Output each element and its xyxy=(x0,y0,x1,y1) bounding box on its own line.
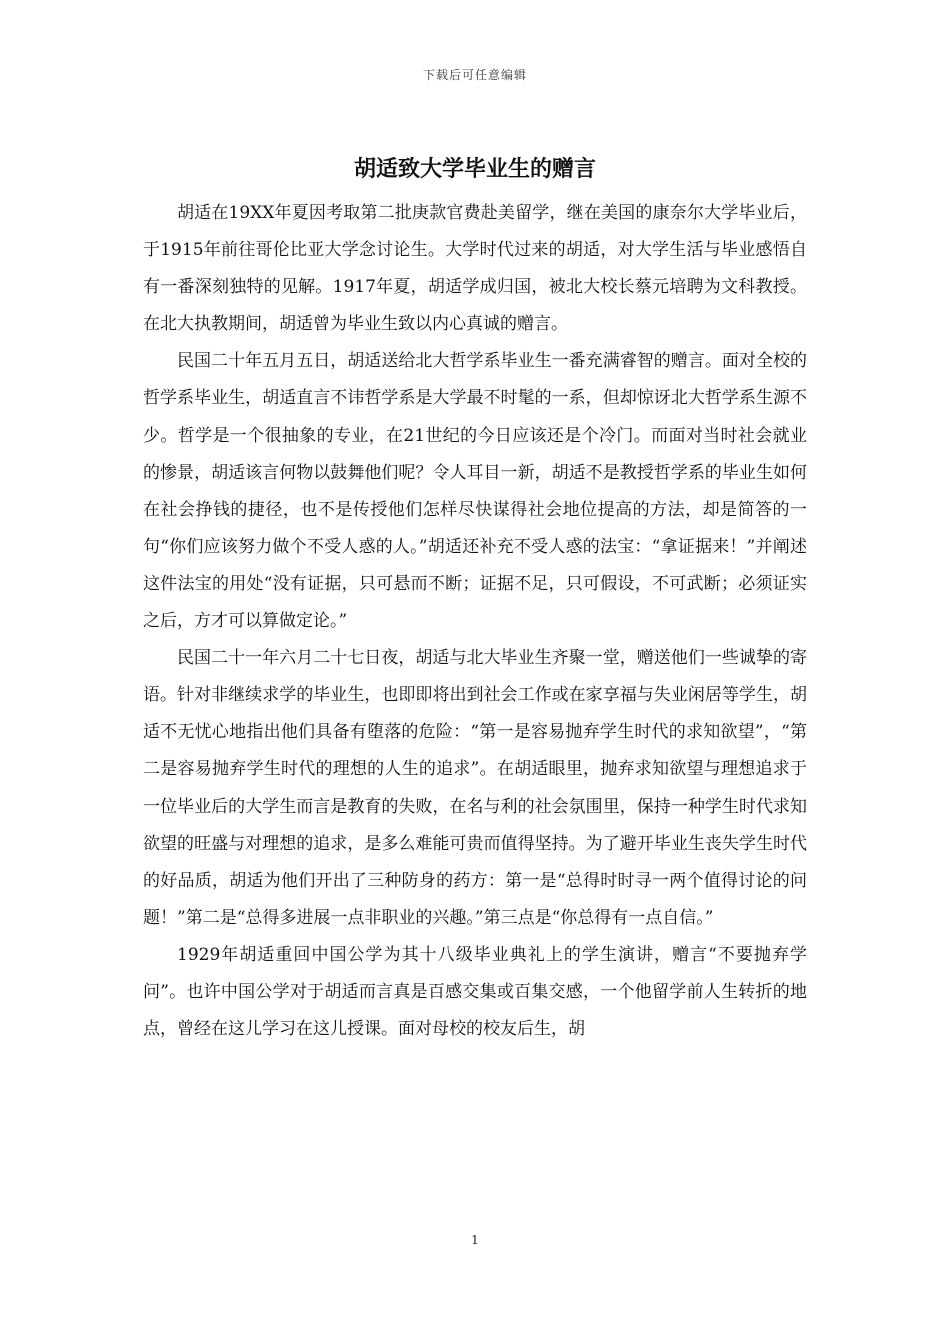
document-title: 胡适致大学毕业生的赠言 xyxy=(353,157,596,182)
page-number: 1 xyxy=(471,1233,479,1247)
document-body xyxy=(143,195,807,1048)
body-paragraph: 1929年胡适重回中国公学为其十八级毕业典礼上的学生演讲，赠言“不要抛弃学问”。也许中国公学对于胡适而言真是百感交集或百集交感，一个他留学前人生转折的地点，曾经在这儿学习在这儿授课。面对母校的校友后生，胡 xyxy=(143,944,807,1040)
body-paragraph: 民国二十年五月五日，胡适送给北大哲学系毕业生一番充满睿智的赠言。面对全校的哲学系毕业生，胡适直言不讳哲学系是大学最不时髦的一系，但却惊讶北大哲学系生源不少。哲学是一个很抽象的专业，在21世纪的今日应该还是个冷门。而面对当时社会就业的惨景，胡适该言何物以鼓舞他们呢？令人耳目一新，胡适不是教授哲学系的毕业生如何在社会挣钱的捷径，也不是传授他们怎样尽快谋得社会地位提高的方法，却是简答的一句“你们应该努力做个不受人惑的人。”胡适还补充不受人惑的法宝：“拿证据来！”并阐述这件法宝的用处“没有证据，只可悬而不断；证据不足，只可假设，不可武断；必须证实之后，方才可以算做定论。” xyxy=(143,351,807,632)
body-paragraph: 胡适在19XX年夏因考取第二批庚款官费赴美留学，继在美国的康奈尔大学毕业后，于1915年前往哥伦比亚大学念讨论生。大学时代过来的胡适，对大学生活与毕业感悟自有一番深刻独特的见解。1917年夏，胡适学成归国，被北大校长蔡元培聘为文科教授。在北大执教期间，胡适曾为毕业生致以内心真诚的赠言。 xyxy=(143,203,807,335)
page-header-note: 下载后可任意编辑 xyxy=(422,68,527,82)
body-paragraph: 民国二十一年六月二十七日夜，胡适与北大毕业生齐聚一堂，赠送他们一些诚挚的寄语。针对非继续求学的毕业生，也即即将出到社会工作或在家享福与失业闲居等学生，胡适不无忧心地指出他们具备有堕落的危险：“第一是容易抛弃学生时代的求知欲望”，“第二是容易抛弃学生时代的理想的人生的追求”。在胡适眼里，抛弃求知欲望与理想追求于一位毕业后的大学生而言是教育的失败，在名与利的社会氛围里，保持一种学生时代求知欲望的旺盛与对理想的追求，是多么难能可贵而值得坚持。为了避开毕业生丧失学生时代的好品质，胡适为他们开出了三种防身的药方：第一是“总得时时寻一两个值得讨论的问题！”第二是“总得多进展一点非职业的兴趣。”第三点是“你总得有一点自信。” xyxy=(143,648,807,928)
